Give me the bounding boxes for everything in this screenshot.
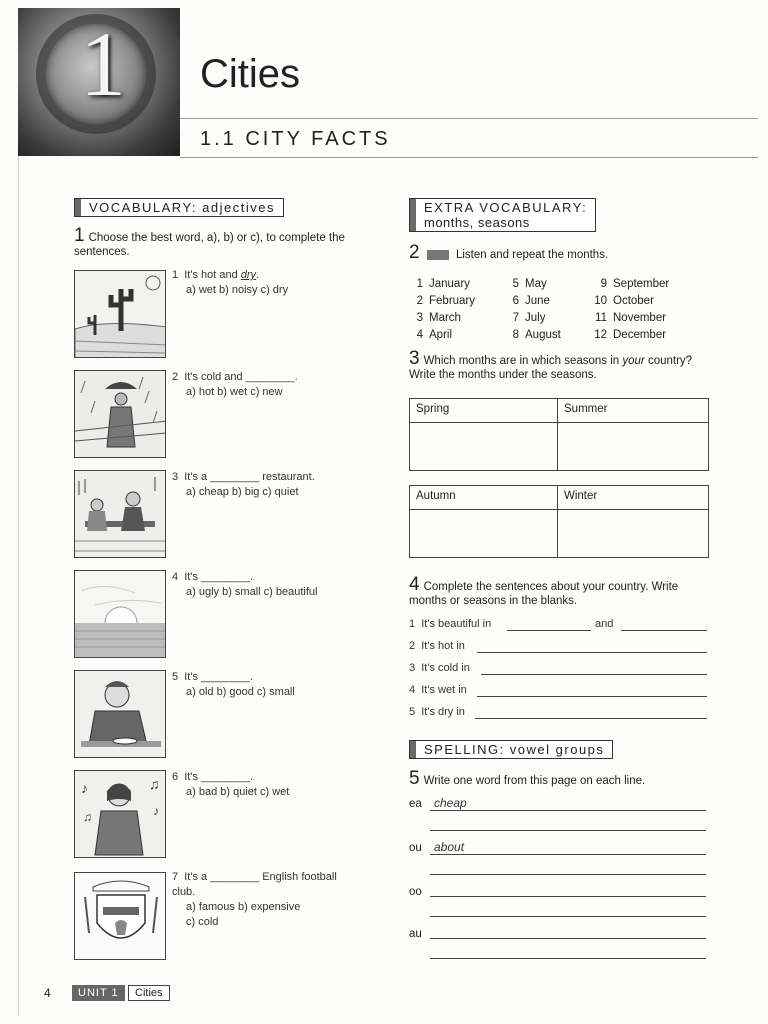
item-stem: and bbox=[595, 618, 614, 630]
ex4-number: 4 bbox=[409, 574, 420, 595]
ex1-item-4 bbox=[172, 570, 317, 600]
item-number: 1 bbox=[409, 618, 416, 630]
margin-line bbox=[18, 156, 19, 1016]
month-item: 9 September bbox=[600, 278, 670, 290]
item-number: 2 bbox=[409, 640, 416, 652]
item-options: a) bad b) quiet c) wet bbox=[186, 786, 290, 798]
month-item: 3 March bbox=[416, 312, 461, 324]
month-item: 12 December bbox=[594, 329, 667, 341]
item-number: 4 bbox=[409, 684, 416, 696]
item-stem-end: . bbox=[256, 269, 260, 281]
ex2-instruction bbox=[409, 242, 709, 263]
rain-illustration bbox=[74, 370, 166, 458]
answer-line[interactable] bbox=[430, 958, 706, 959]
svg-text:♫: ♫ bbox=[149, 776, 160, 792]
audio-track-icon[interactable] bbox=[427, 250, 449, 260]
ex3-instruction-emphasis: your bbox=[622, 355, 645, 367]
answer-line[interactable] bbox=[430, 938, 706, 939]
item-number: 5 bbox=[172, 671, 179, 683]
answer-blank[interactable] bbox=[477, 696, 707, 697]
extra-vocabulary-heading-line2: months, seasons bbox=[424, 215, 530, 230]
vocabulary-heading bbox=[74, 198, 284, 217]
item-number: 5 bbox=[409, 706, 416, 718]
vowel-group-oo: oo bbox=[409, 886, 422, 898]
ex5-instruction-text: Write one word from this page on each line. bbox=[423, 775, 646, 787]
vowel-example-ea: cheap bbox=[434, 796, 467, 810]
answer-line[interactable] bbox=[430, 916, 706, 917]
example-answer: dry bbox=[240, 269, 257, 281]
item-options: a) wet b) noisy c) dry bbox=[186, 284, 289, 296]
ex5-instruction bbox=[409, 768, 709, 789]
restaurant-illustration bbox=[74, 470, 166, 558]
item-stem: It's hot in bbox=[421, 640, 465, 652]
item-stem: It's a ________ restaurant. bbox=[184, 471, 315, 483]
extra-vocabulary-heading bbox=[409, 198, 596, 232]
ex1-instruction bbox=[74, 225, 374, 259]
answer-blank[interactable] bbox=[621, 630, 707, 631]
ex1-item-6 bbox=[172, 770, 289, 800]
month-item: 10 October bbox=[594, 295, 654, 307]
ex4-instruction bbox=[409, 574, 709, 608]
unit-badge bbox=[18, 8, 180, 156]
spelling-heading bbox=[409, 740, 613, 759]
football-crest-illustration bbox=[74, 872, 166, 960]
ex3-instruction bbox=[409, 348, 709, 382]
item-stem: It's a ________ English football club. bbox=[172, 871, 337, 898]
ex5-number: 5 bbox=[409, 768, 420, 789]
desert-illustration bbox=[74, 270, 166, 358]
ex3-instruction-text: Which months are in which seasons in bbox=[423, 355, 623, 367]
ex1-item-2 bbox=[172, 370, 298, 400]
month-item: 5 May bbox=[512, 278, 547, 290]
answer-blank[interactable] bbox=[481, 674, 707, 675]
answer-line[interactable] bbox=[430, 830, 706, 831]
item-stem: It's wet in bbox=[421, 684, 467, 696]
item-number: 3 bbox=[409, 662, 416, 674]
item-stem: It's ________. bbox=[184, 771, 254, 783]
seasons-table-top bbox=[409, 398, 709, 471]
ex1-item-3 bbox=[172, 470, 315, 500]
item-stem: It's cold and ________. bbox=[184, 371, 298, 383]
season-header-summer: Summer bbox=[558, 399, 709, 423]
unit-number: 1 bbox=[80, 13, 126, 115]
item-options: a) ugly b) small c) beautiful bbox=[186, 586, 318, 598]
item-stem: It's beautiful in bbox=[421, 618, 492, 630]
ex4-instruction-text: Complete the sentences about your country. Write months or seasons in the blanks. bbox=[409, 581, 679, 607]
item-number: 1 bbox=[172, 269, 179, 281]
diner-illustration bbox=[74, 670, 166, 758]
season-answer-summer[interactable] bbox=[558, 423, 709, 471]
ex2-number: 2 bbox=[409, 242, 420, 263]
ex1-instruction-text: Choose the best word, a), b) or c), to complete the sentences. bbox=[74, 232, 345, 258]
answer-line[interactable] bbox=[430, 810, 706, 811]
ex3-instruction-text: country? Write the months under the seasons. bbox=[409, 355, 693, 381]
seasons-table-bottom bbox=[409, 485, 709, 558]
item-options: a) cheap b) big c) quiet bbox=[186, 486, 299, 498]
answer-blank[interactable] bbox=[507, 630, 591, 631]
season-header-spring: Spring bbox=[410, 399, 558, 423]
vowel-example-ou: about bbox=[434, 840, 465, 854]
footer-unit-label: UNIT 1 bbox=[72, 985, 125, 1001]
month-item: 4 April bbox=[416, 329, 453, 341]
month-item: 6 June bbox=[512, 295, 550, 307]
ex2-instruction-text: Listen and repeat the months. bbox=[455, 249, 609, 261]
ex1-item-5 bbox=[172, 670, 295, 700]
item-number: 7 bbox=[172, 871, 179, 883]
answer-line[interactable] bbox=[430, 854, 706, 855]
page-title: Cities bbox=[200, 52, 301, 96]
ex4-item-1 bbox=[409, 618, 709, 634]
svg-text:♫: ♫ bbox=[83, 810, 92, 824]
svg-text:♪: ♪ bbox=[81, 780, 88, 796]
svg-text:♪: ♪ bbox=[153, 804, 159, 818]
item-number: 4 bbox=[172, 571, 179, 583]
season-answer-spring[interactable] bbox=[410, 423, 558, 471]
season-header-winter: Winter bbox=[558, 486, 709, 510]
item-number: 2 bbox=[172, 371, 179, 383]
answer-blank[interactable] bbox=[475, 718, 707, 719]
item-stem: It's ________. bbox=[184, 571, 254, 583]
vocabulary-heading-text: VOCABULARY: adjectives bbox=[89, 200, 275, 215]
footer-unit-title: Cities bbox=[128, 985, 170, 1001]
ex4-item-4 bbox=[409, 684, 709, 700]
ex1-number: 1 bbox=[74, 225, 85, 246]
spelling-heading-text: SPELLING: vowel groups bbox=[424, 742, 605, 757]
header-rule bbox=[180, 157, 758, 158]
month-item: 2 February bbox=[416, 295, 476, 307]
item-stem: It's ________. bbox=[184, 671, 254, 683]
extra-vocabulary-heading-line1: EXTRA VOCABULARY: bbox=[424, 200, 588, 215]
vowel-group-au: au bbox=[409, 928, 422, 940]
ex4-item-3 bbox=[409, 662, 709, 678]
ex3-number: 3 bbox=[409, 348, 420, 369]
season-answer-winter[interactable] bbox=[558, 510, 709, 558]
item-options: c) cold bbox=[186, 916, 219, 928]
answer-blank[interactable] bbox=[477, 652, 707, 653]
answer-line[interactable] bbox=[430, 896, 706, 897]
item-options: a) old b) good c) small bbox=[186, 686, 295, 698]
ex1-item-1 bbox=[172, 268, 288, 298]
page-number: 4 bbox=[44, 986, 51, 1000]
item-number: 3 bbox=[172, 471, 179, 483]
sunset-illustration bbox=[74, 570, 166, 658]
item-stem: It's dry in bbox=[421, 706, 465, 718]
answer-line[interactable] bbox=[430, 874, 706, 875]
item-options: a) famous b) expensive bbox=[186, 901, 301, 913]
month-item: 11 November bbox=[595, 312, 667, 324]
month-item: 7 July bbox=[512, 312, 546, 324]
vowel-group-ea: ea bbox=[409, 798, 422, 810]
music-illustration bbox=[74, 770, 166, 858]
ex4-item-2 bbox=[409, 640, 709, 656]
item-number: 6 bbox=[172, 771, 179, 783]
ex4-item-5 bbox=[409, 706, 709, 722]
season-header-autumn: Autumn bbox=[410, 486, 558, 510]
item-options: a) hot b) wet c) new bbox=[186, 386, 283, 398]
season-answer-autumn[interactable] bbox=[410, 510, 558, 558]
ex1-item-7 bbox=[172, 870, 362, 930]
item-stem: It's hot and bbox=[184, 269, 241, 281]
item-stem: It's cold in bbox=[421, 662, 470, 674]
month-item: 1 January bbox=[416, 278, 470, 290]
section-title: 1.1 CITY FACTS bbox=[200, 128, 391, 150]
vowel-group-ou: ou bbox=[409, 842, 422, 854]
month-item: 8 August bbox=[512, 329, 561, 341]
header-rule bbox=[180, 118, 758, 119]
